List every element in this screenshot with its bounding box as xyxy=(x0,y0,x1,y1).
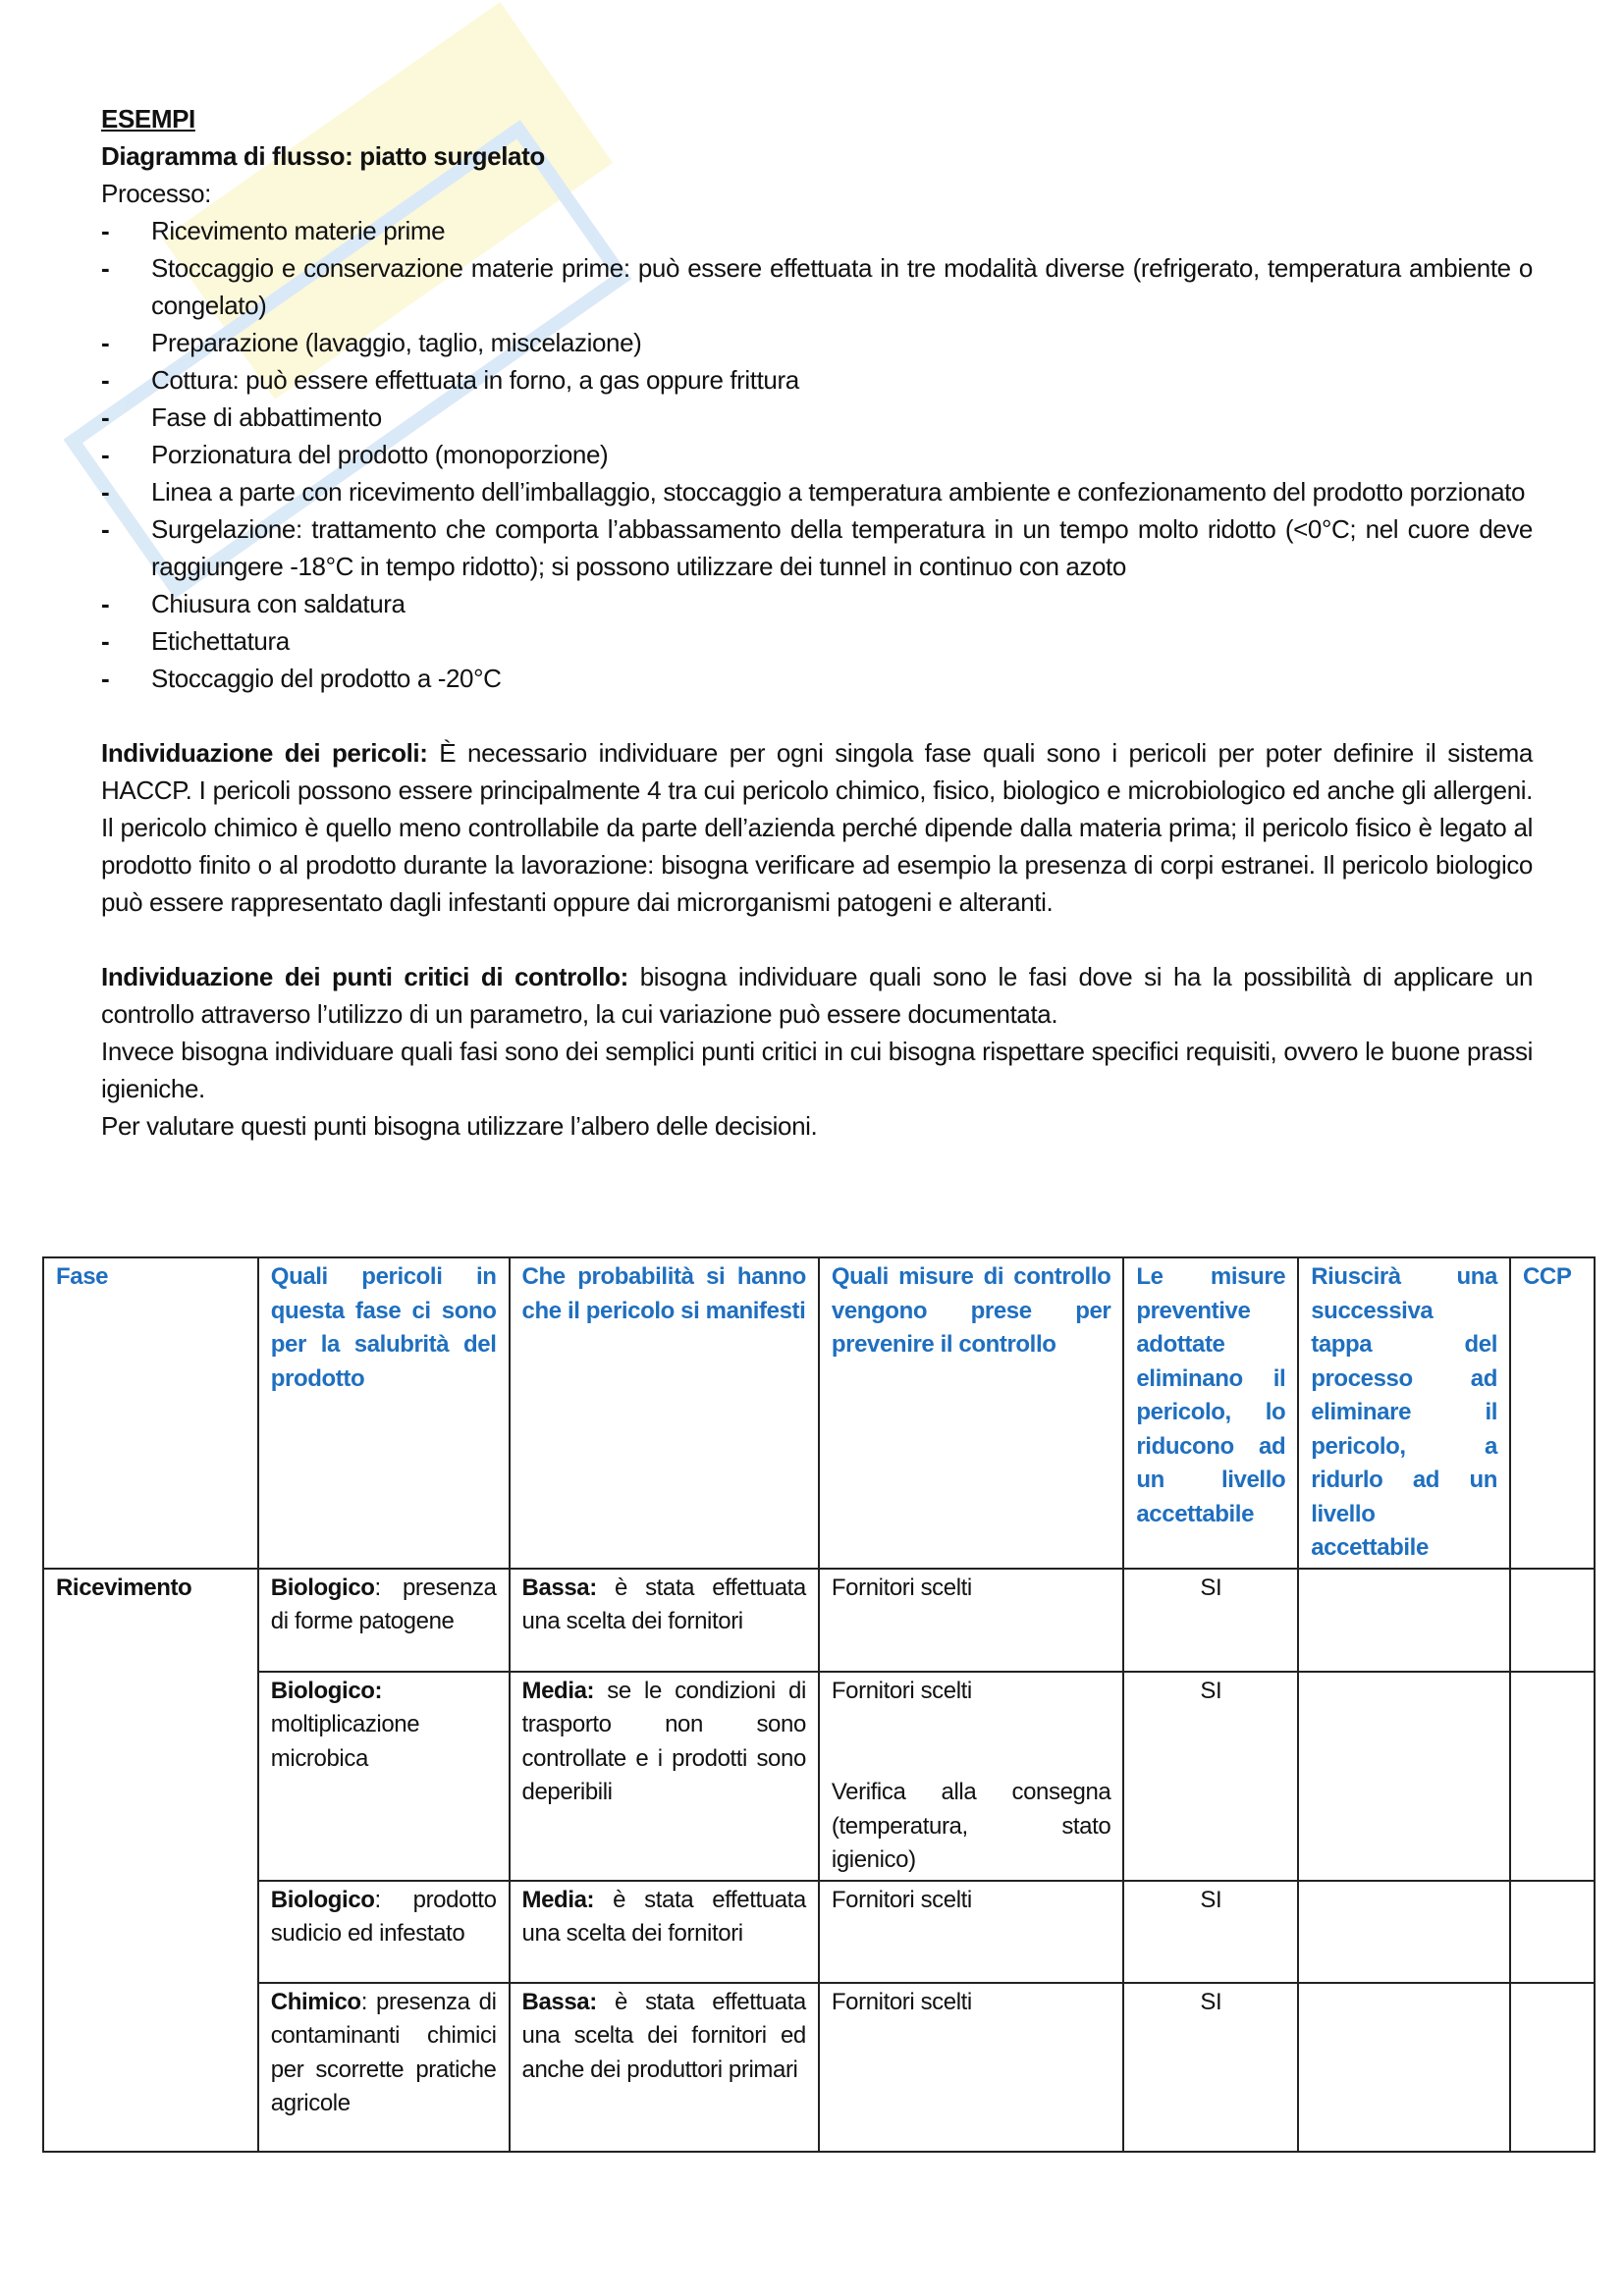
hazard-type: Biologico xyxy=(270,1574,375,1601)
process-label: Processo: xyxy=(101,179,212,208)
hazard-desc: : prodotto sudicio ed infestato xyxy=(270,1886,497,1947)
next-step-cell xyxy=(1298,1881,1510,1983)
hazard-type: Chimico xyxy=(270,1988,361,2015)
ccp-paragraph-2: Invece bisogna individuare quali fasi sono dei semplici punti critici in cui bisogna rispettare specifici requisiti, ovvero le buone prassi igieniche. xyxy=(101,1037,1533,1103)
table-row xyxy=(43,1672,1595,1881)
preventive-cell: SI xyxy=(1123,1569,1298,1672)
list-item: - Porzionatura del prodotto (monoporzione) xyxy=(101,436,1533,473)
measure-text: Fornitori scelti xyxy=(831,1574,972,1601)
list-item: - Fase di abbattimento xyxy=(101,399,1533,436)
probability-level: Bassa: xyxy=(521,1988,597,2015)
probability-level: Media: xyxy=(521,1677,595,1704)
phase-label: Ricevimento xyxy=(56,1574,192,1601)
phase-cell xyxy=(43,1569,258,2152)
hazard-type: Biologico xyxy=(270,1886,375,1913)
probability-level: Media: xyxy=(521,1886,595,1913)
hazard-cell xyxy=(258,1569,510,1672)
hazard-desc: : presenza di contaminanti chimici per scorrette pratiche agricole xyxy=(270,1988,497,2116)
measure-cell xyxy=(819,1881,1123,1983)
ccp-cell xyxy=(1510,1983,1595,2152)
header-ccp: CCP xyxy=(1510,1257,1595,1569)
preventive-cell: SI xyxy=(1123,1672,1298,1881)
ccp-paragraph-3: Per valutare questi punti bisogna utilizzare l’albero delle decisioni. xyxy=(101,1111,818,1141)
measure-text-2: Verifica alla consegna (temperatura, stato igienico) xyxy=(831,1779,1111,1873)
hazard-cell xyxy=(258,1672,510,1881)
list-item: - Surgelazione: trattamento che comporta l’abbassamento della temperatura in un tempo molto ridotto (<0°C; nel cuore deve raggiungere -18°C in tempo ridotto); si possono utilizzare dei tunnel in continuo con azoto xyxy=(101,510,1533,585)
measure-cell xyxy=(819,1672,1123,1881)
measure-cell xyxy=(819,1569,1123,1672)
probability-desc: è stata effettuata una scelta dei fornitori xyxy=(521,1574,806,1634)
probability-desc: se le condizioni di trasporto non sono controllate e i prodotti sono deperibili xyxy=(521,1677,806,1805)
section-subtitle: Diagramma di flusso: piatto surgelato xyxy=(101,141,545,171)
table-header-row xyxy=(43,1257,1595,1569)
probability-cell xyxy=(510,1881,819,1983)
next-step-cell xyxy=(1298,1672,1510,1881)
measure-text: Fornitori scelti xyxy=(831,1886,972,1913)
list-item: - Cottura: può essere effettuata in forno, a gas oppure frittura xyxy=(101,361,1533,399)
measure-text: Fornitori scelti xyxy=(831,1988,972,2015)
list-item: - Ricevimento materie prime xyxy=(101,212,1533,249)
header-preventive: Le misure preventive adottate eliminano il pericolo, lo riducono ad un livello accettabile xyxy=(1123,1257,1298,1569)
table-row xyxy=(43,1983,1595,2152)
probability-cell xyxy=(510,1569,819,1672)
preventive-cell: SI xyxy=(1123,1983,1298,2152)
hazard-desc: : presenza di forme patogene xyxy=(270,1574,497,1634)
document-body xyxy=(101,100,1533,1145)
process-list xyxy=(101,212,1533,697)
table-row xyxy=(43,1569,1595,1672)
header-pericoli: Quali pericoli in questa fase ci sono per la salubrità del prodotto xyxy=(258,1257,510,1569)
probability-level: Bassa: xyxy=(521,1574,597,1601)
header-probabilita: Che probabilità si hanno che il pericolo si manifesti xyxy=(510,1257,819,1569)
section-title: ESEMPI xyxy=(101,104,195,133)
table-row xyxy=(43,1881,1595,1983)
ccp-cell xyxy=(1510,1569,1595,1672)
hazard-type: Biologico: xyxy=(270,1677,383,1704)
next-step-cell xyxy=(1298,1569,1510,1672)
list-item: - Stoccaggio e conservazione materie prime: può essere effettuata in tre modalità diverse (refrigerato, temperatura ambiente o congelato) xyxy=(101,249,1533,324)
hazard-desc: moltiplicazione microbica xyxy=(270,1711,420,1772)
list-item: - Stoccaggio del prodotto a -20°C xyxy=(101,660,1533,697)
measure-cell xyxy=(819,1983,1123,2152)
hazards-text: È necessario individuare per ogni singola fase quali sono i pericoli per poter definire il sistema HACCP. I pericoli possono essere principalmente 4 tra cui pericolo chimico, fisico, biologico e microbiologico ed anche gli allergeni. Il pericolo chimico è quello meno controllabile da parte dell’azienda perché dipende dalla materia prima; il pericolo fisico è legato al prodotto finito o al prodotto durante la lavorazione: bisogna verificare ad esempio la presenza di corpi estranei. Il pericolo biologico può essere rappresentato dagli infestanti oppure dai microrganismi patogeni e alteranti. xyxy=(101,738,1533,917)
list-item: - Linea a parte con ricevimento dell’imballaggio, stoccaggio a temperatura ambiente e confezionamento del prodotto porzionato xyxy=(101,473,1533,510)
header-fase: Fase xyxy=(43,1257,258,1569)
probability-cell xyxy=(510,1983,819,2152)
ccp-cell xyxy=(1510,1881,1595,1983)
ccp-paragraph xyxy=(101,958,1533,1033)
hazard-cell xyxy=(258,1983,510,2152)
list-item: - Etichettatura xyxy=(101,622,1533,660)
probability-desc: è stata effettuata una scelta dei fornitori ed anche dei produttori primari xyxy=(521,1988,806,2083)
list-item: - Chiusura con saldatura xyxy=(101,585,1533,622)
hazards-paragraph xyxy=(101,734,1533,921)
header-misure: Quali misure di controllo vengono prese per prevenire il controllo xyxy=(819,1257,1123,1569)
header-tappa: Riuscirà una successiva tappa del processo ad eliminare il pericolo, a ridurlo ad un livello accettabile xyxy=(1298,1257,1510,1569)
measure-text: Fornitori scelti xyxy=(831,1677,972,1704)
probability-cell xyxy=(510,1672,819,1881)
hazards-heading: Individuazione dei pericoli: xyxy=(101,738,428,768)
ccp-cell xyxy=(1510,1672,1595,1881)
ccp-heading: Individuazione dei punti critici di controllo: xyxy=(101,962,628,991)
list-item: - Preparazione (lavaggio, taglio, miscelazione) xyxy=(101,324,1533,361)
probability-desc: è stata effettuata una scelta dei fornitori xyxy=(521,1886,806,1947)
next-step-cell xyxy=(1298,1983,1510,2152)
preventive-cell: SI xyxy=(1123,1881,1298,1983)
haccp-table xyxy=(42,1256,1596,2153)
ccp-text: bisogna individuare quali sono le fasi dove si ha la possibilità di applicare un controllo attraverso l’utilizzo di un parametro, la cui variazione può essere documentata. xyxy=(101,962,1534,1029)
hazard-cell xyxy=(258,1881,510,1983)
